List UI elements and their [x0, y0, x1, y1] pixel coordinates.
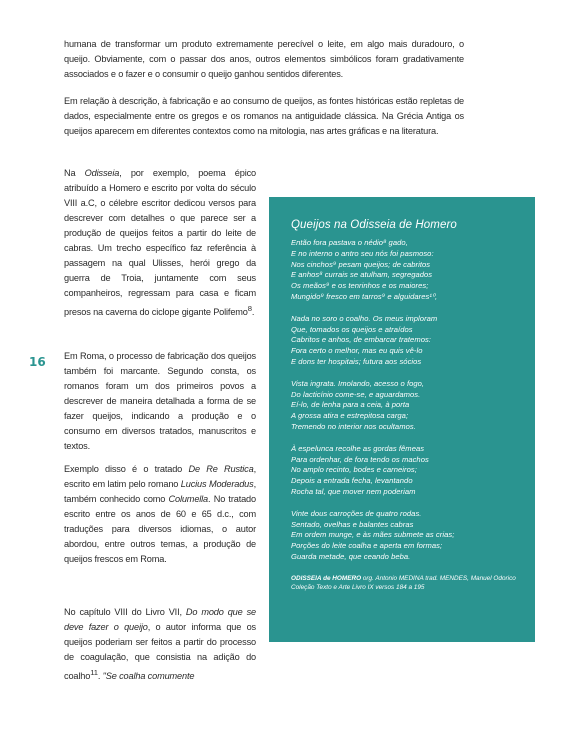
poem-line: Cabritos e anhos, de embarcar tratemos:: [291, 335, 431, 345]
poem-line: Sentado, ovelhas e balantes cabras: [291, 519, 414, 529]
poem-line: Nos cinchos⁹ pesam queijos; de cabritos: [291, 259, 431, 269]
poem-stanza: [291, 444, 517, 498]
page-number: 16: [29, 355, 46, 369]
footnote-ref: 11: [90, 668, 98, 677]
emphasis-odisseia: Odisseia: [84, 168, 120, 178]
poem-line: Em ordem munge, e às mães submete as crias;: [291, 530, 455, 540]
poem-line: Vinte dous carroções de quatro rodas.: [291, 508, 422, 518]
poem-line: Que, tomados os queijos e atraídos: [291, 324, 413, 334]
poem-line: Para ordenhar, de fora tendo os machos: [291, 454, 429, 464]
poem-stanza: [291, 509, 517, 563]
emphasis-columella: Columella: [168, 494, 209, 504]
caption-title: ODISSEIA de HOMERO: [291, 574, 362, 582]
poem-line: Fora certo o melhor, mas eu quis vê-lo: [291, 346, 423, 356]
poem-line: Do lacticínio come-se, e aguardamos.: [291, 389, 421, 399]
poem-stanza: [291, 379, 517, 433]
poem-line: E no interno o antro seu nós foi pasmoso:: [291, 248, 434, 258]
paragraph-roma: Em Roma, o processo de fabricação dos queijos também foi marcante. Segundo consta, os romanos foram um dos primeiros povos a descrever de maneira detalhada a forma de se fazer queijos, indicando a produção e o consumo em diversos tratados, manuscritos e textos.: [64, 351, 256, 451]
poem-line: Então fora pastava o nédio⁸ gado,: [291, 238, 408, 247]
emphasis-lucius-moderadus: Lucius Moderadus: [180, 479, 254, 489]
text-run: , também conhecido como: [64, 479, 256, 504]
paragraph-odisseia: [64, 166, 256, 320]
paragraph-historical-sources: Em relação à descrição, à fabricação e ao consumo de queijos, as fontes históricas estão repletas de dados, especialmente entre os gregos e os romanos na antiguidade clássica. Na Grécia Antiga os queijos aparecem em diferentes contextos como na mitologia, nas artes gráficas e na literatura.: [64, 96, 464, 136]
text-run: .: [251, 307, 255, 318]
text-run: Na: [64, 168, 85, 178]
poem-line: Tremendo no interior nos ocultamos.: [291, 421, 416, 431]
caption-text: org. Antonio MEDINA trad. MENDES, Manuel Odorico Coleção Texto e Arte Livro IX versos 184 a 195: [291, 574, 516, 592]
text-run: , o autor informa que os queijos poderiam ser feitos a partir do processo de coagulação, que consistia na adição do coalho: [64, 622, 256, 682]
poem-line: Guarda metade, que ceando beba.: [291, 551, 411, 561]
paragraph-capitulo: [64, 605, 256, 684]
poem-line: No amplo recinto, bodes e carneiros;: [291, 465, 417, 475]
footnote-ref: 8: [247, 304, 252, 313]
poem-line: E anhos⁸ currais se atulham, segregados: [291, 270, 433, 280]
text-run: , escrito em latim pelo romano: [64, 464, 256, 489]
poem-line: Vista ingrata. Imolando, acesso o fogo,: [291, 378, 425, 388]
poem-line: Porções do leite coalha e aperta em formas;: [291, 541, 443, 551]
poem-title: Queijos na Odisseia de Homero: [291, 219, 457, 231]
poem-source-caption: [291, 574, 517, 593]
poem-line: Rocha tal, que mover nem poderiam: [291, 486, 416, 496]
paragraph-tratado: [64, 462, 256, 567]
paragraph-intro-continuation: humana de transformar um produto extremamente perecível o leite, em algo mais duradouro, o queijo. Obviamente, com o passar dos anos, outros elementos simbólicos foram gradativamente associados e o fazer e o consumir o queijo ganhou sentidos diferentes.: [64, 39, 464, 79]
emphasis-quote: "Se coalha comumente: [102, 671, 195, 682]
text-run: Exemplo disso é o tratado: [64, 464, 189, 474]
poem-line: A grossa atira e estrepitosa carga;: [291, 411, 409, 421]
poem-line: Depois a entrada fecha, levantando: [291, 476, 413, 486]
poem-line: À espelunca recolhe as gordas fêmeas: [291, 443, 425, 453]
poem-line: Mungido⁹ fresco em tarros⁹ e alguidares¹⁰,: [291, 291, 438, 301]
poem-stanza: [291, 314, 517, 368]
poem-sidebar-box: [269, 197, 535, 642]
poem-line: Os meãos⁹ e os tenrinhos e os maiores;: [291, 281, 429, 291]
emphasis-book-title: Do modo que se deve fazer o queijo: [64, 607, 256, 632]
poem-line: Eí-lo, de lenha para a ceia, à porta: [291, 400, 410, 410]
text-run: No capítulo VIII do Livro VII,: [64, 607, 186, 617]
poem-line: Nada no soro o coalho. Os meus imploram: [291, 313, 438, 323]
text-run: . No tratado escrito entre os anos de 60 e 65 d.c., com traduções para diversos idiomas, o autor abordou, entre outros temas, a produção de queijos frescos em Roma.: [64, 494, 256, 564]
poem-stanza: [291, 238, 517, 303]
poem-line: E dons ter hospitais; futura aos sócios: [291, 356, 422, 366]
text-run: , por exemplo, poema épico atribuído a Homero e escrito por volta do século VIII a.C, o célebre escritor dedicou versos para descrever com detalhes o que parece ser a produção de queijos feitos a partir do leite de cabras. Um trecho específico faz referência à passagem na qual Ulisses, herói grego da guerra de Troia, juntamente com seus companheiros, regressam para casa e ficam presos na caverna do ciclope gigante Polifemo: [64, 168, 256, 318]
emphasis-de-re-rustica: De Re Rustica: [188, 464, 254, 474]
text-run: .: [97, 671, 103, 682]
